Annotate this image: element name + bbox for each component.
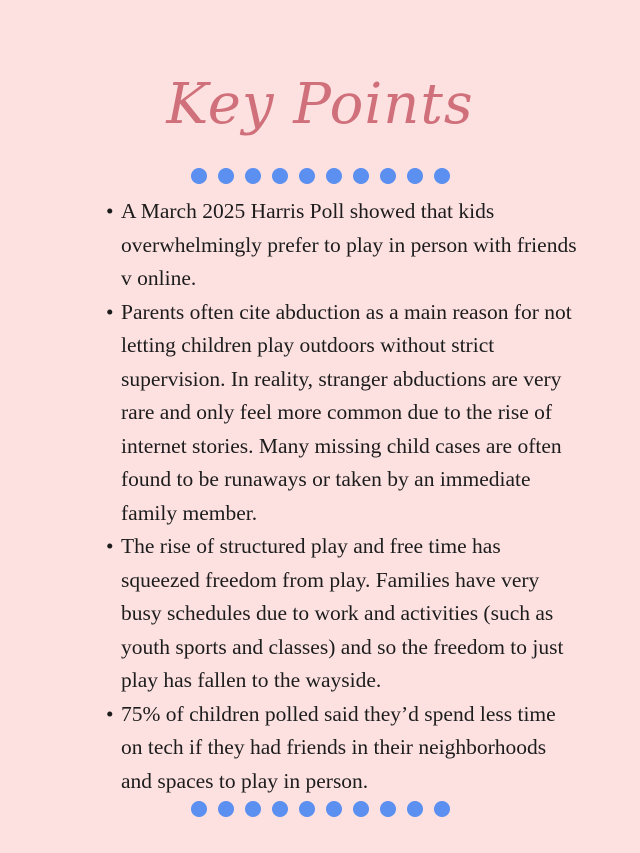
key-points-list [100,195,580,798]
dot-icon [353,168,369,184]
bullet-icon: • [106,299,114,324]
decorative-dot-row-bottom [0,801,640,817]
key-point-item [100,698,580,799]
bullet-icon: • [106,701,114,726]
dot-icon [272,801,288,817]
dot-icon [326,168,342,184]
dot-icon [434,801,450,817]
dot-icon [272,168,288,184]
decorative-dot-row-top [0,168,640,184]
dot-icon [299,801,315,817]
dot-icon [191,801,207,817]
dot-icon [218,801,234,817]
dot-icon [380,801,396,817]
dot-icon [380,168,396,184]
dot-icon [299,168,315,184]
dot-icon [434,168,450,184]
page-title: Key Points [166,72,474,137]
key-point-item [100,530,580,698]
dot-icon [407,168,423,184]
bullet-icon: • [106,199,114,223]
dot-icon [191,168,207,184]
key-point-text: A March 2025 Harris Poll showed that kids overwhelmingly prefer to play in person with friends v online. [121,199,577,290]
key-point-item [100,296,580,531]
key-point-text: The rise of structured play and free time has squeezed freedom from play. Families have very busy schedules due to work and activities (such as youth sports and classes) and so the freedom to just play has fallen to the wayside. [121,534,564,692]
dot-icon [326,801,342,817]
key-point-item [100,195,580,296]
dot-icon [353,801,369,817]
dot-icon [407,801,423,817]
dot-icon [218,168,234,184]
key-point-text: 75% of children polled said they’d spend less time on tech if they had friends in their neighborhoods and spaces to play in person. [121,701,556,793]
dot-icon [245,168,261,184]
key-point-text: Parents often cite abduction as a main reason for not letting children play outdoors without strict supervision. In reality, stranger abductions are very rare and only feel more common due to the rise of internet stories. Many missing child cases are often found to be runaways or taken by an immediate family member. [121,299,572,525]
bullet-icon: • [106,534,114,558]
dot-icon [245,801,261,817]
